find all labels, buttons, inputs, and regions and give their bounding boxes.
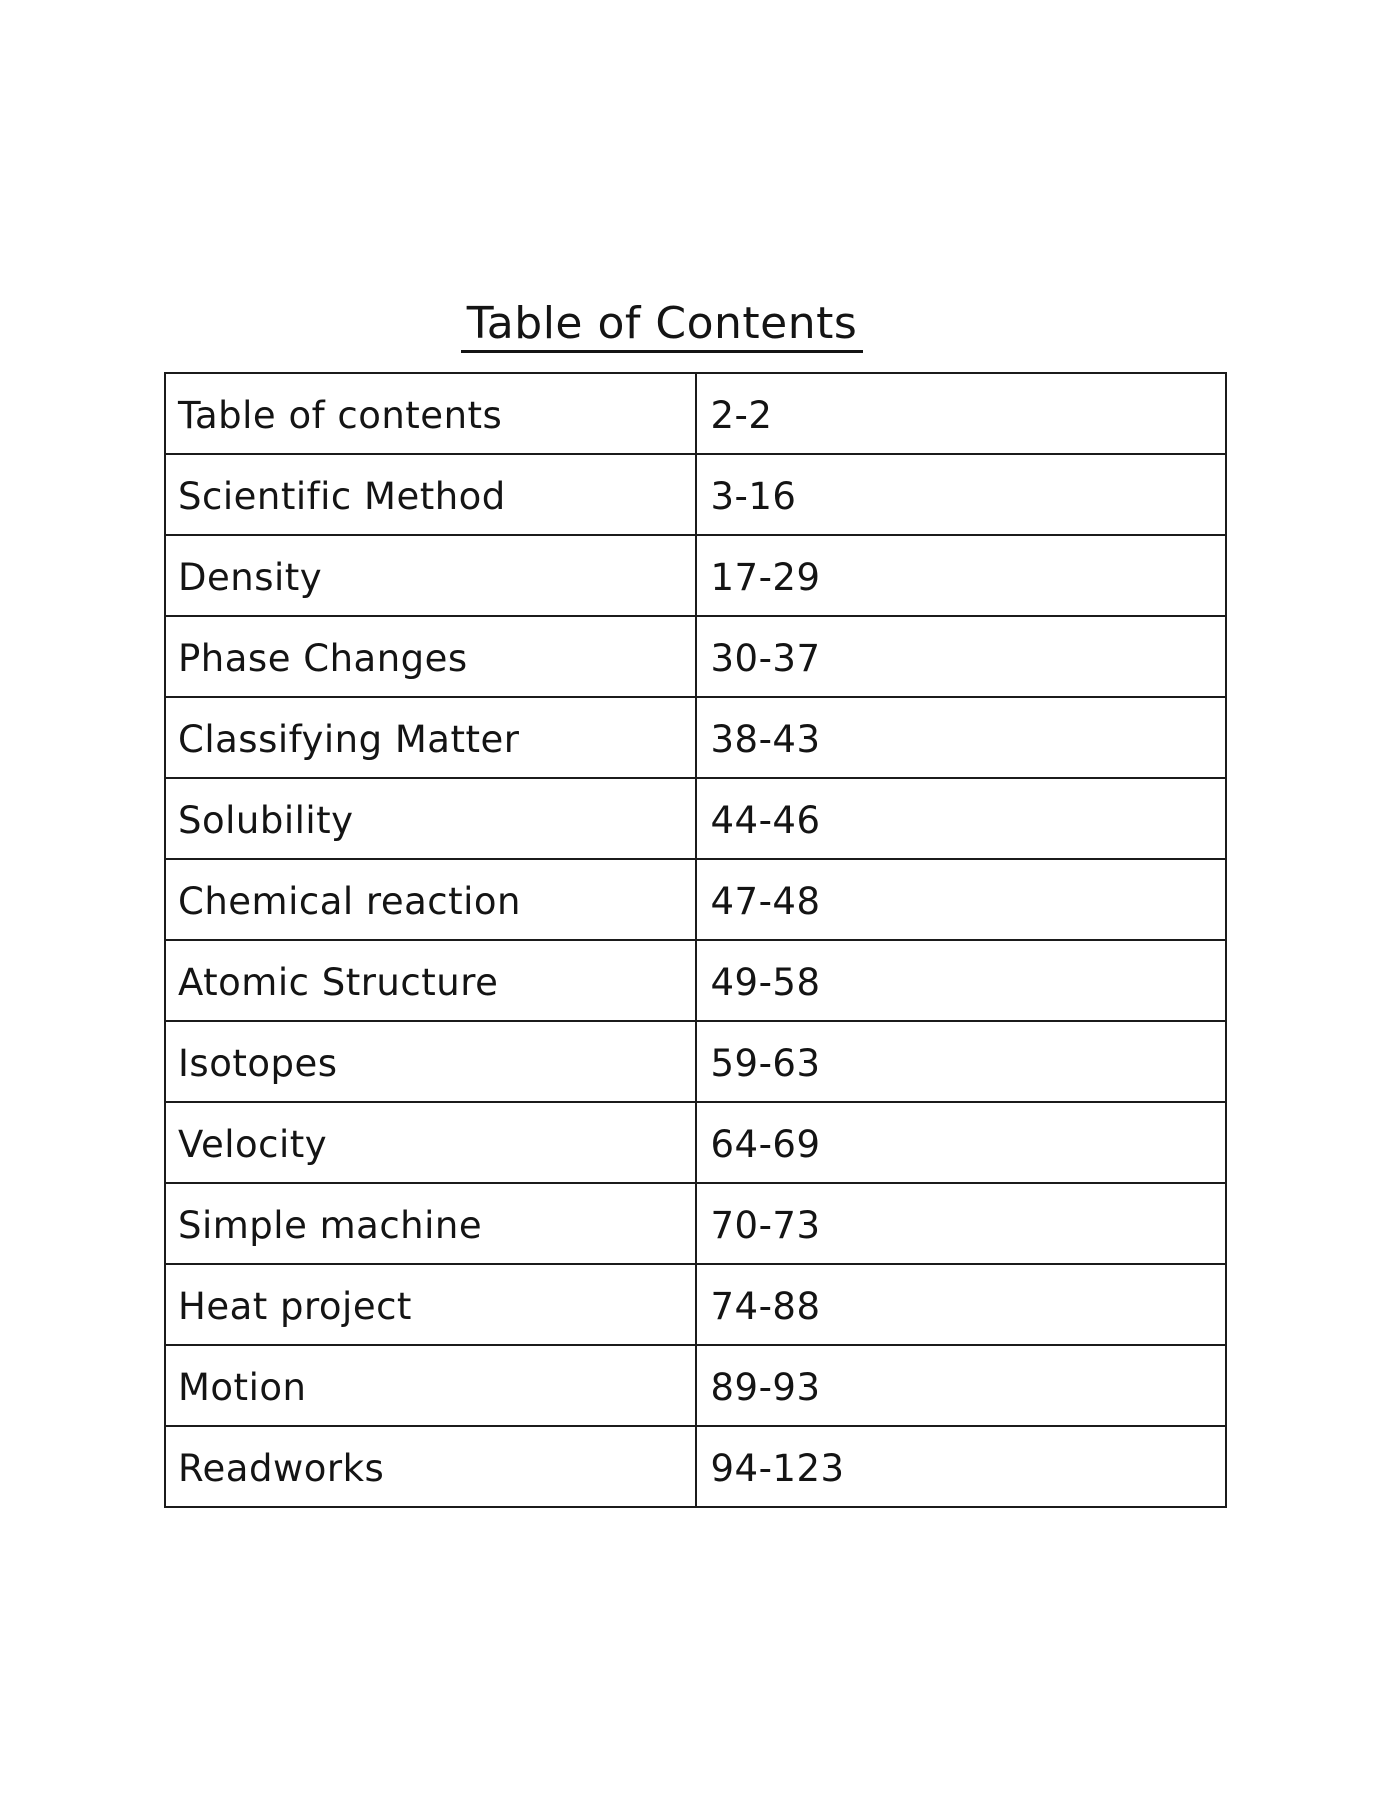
toc-pages-cell: 89-93 (696, 1345, 1227, 1426)
toc-topic-cell: Scientific Method (165, 454, 696, 535)
toc-topic-cell: Chemical reaction (165, 859, 696, 940)
toc-pages-cell: 2-2 (696, 373, 1227, 454)
toc-topic-cell: Heat project (165, 1264, 696, 1345)
toc-pages-cell: 64-69 (696, 1102, 1227, 1183)
toc-topic-cell: Classifying Matter (165, 697, 696, 778)
table-row (165, 1183, 1226, 1264)
toc-topic-cell: Motion (165, 1345, 696, 1426)
title-row (0, 300, 1324, 353)
table-row (165, 1102, 1226, 1183)
table-row (165, 778, 1226, 859)
toc-topic-cell: Readworks (165, 1426, 696, 1507)
table-row (165, 373, 1226, 454)
table-row (165, 1021, 1226, 1102)
table-row (165, 1345, 1226, 1426)
table-row (165, 616, 1226, 697)
toc-topic-cell: Phase Changes (165, 616, 696, 697)
toc-pages-cell: 30-37 (696, 616, 1227, 697)
toc-pages-cell: 49-58 (696, 940, 1227, 1021)
toc-topic-cell: Solubility (165, 778, 696, 859)
toc-topic-cell: Table of contents (165, 373, 696, 454)
toc-pages-cell: 3-16 (696, 454, 1227, 535)
page-title: Table of Contents (461, 300, 864, 353)
toc-pages-cell: 17-29 (696, 535, 1227, 616)
table-of-contents (164, 372, 1227, 1508)
toc-pages-cell: 74-88 (696, 1264, 1227, 1345)
table-row (165, 940, 1226, 1021)
table-row (165, 1264, 1226, 1345)
toc-topic-cell: Simple machine (165, 1183, 696, 1264)
table-row (165, 535, 1226, 616)
table-row (165, 859, 1226, 940)
toc-topic-cell: Isotopes (165, 1021, 696, 1102)
table-row (165, 454, 1226, 535)
toc-topic-cell: Density (165, 535, 696, 616)
table-row (165, 1426, 1226, 1507)
table-row (165, 697, 1226, 778)
toc-pages-cell: 47-48 (696, 859, 1227, 940)
toc-pages-cell: 38-43 (696, 697, 1227, 778)
toc-topic-cell: Velocity (165, 1102, 696, 1183)
toc-topic-cell: Atomic Structure (165, 940, 696, 1021)
toc-pages-cell: 44-46 (696, 778, 1227, 859)
toc-pages-cell: 59-63 (696, 1021, 1227, 1102)
toc-pages-cell: 70-73 (696, 1183, 1227, 1264)
toc-pages-cell: 94-123 (696, 1426, 1227, 1507)
